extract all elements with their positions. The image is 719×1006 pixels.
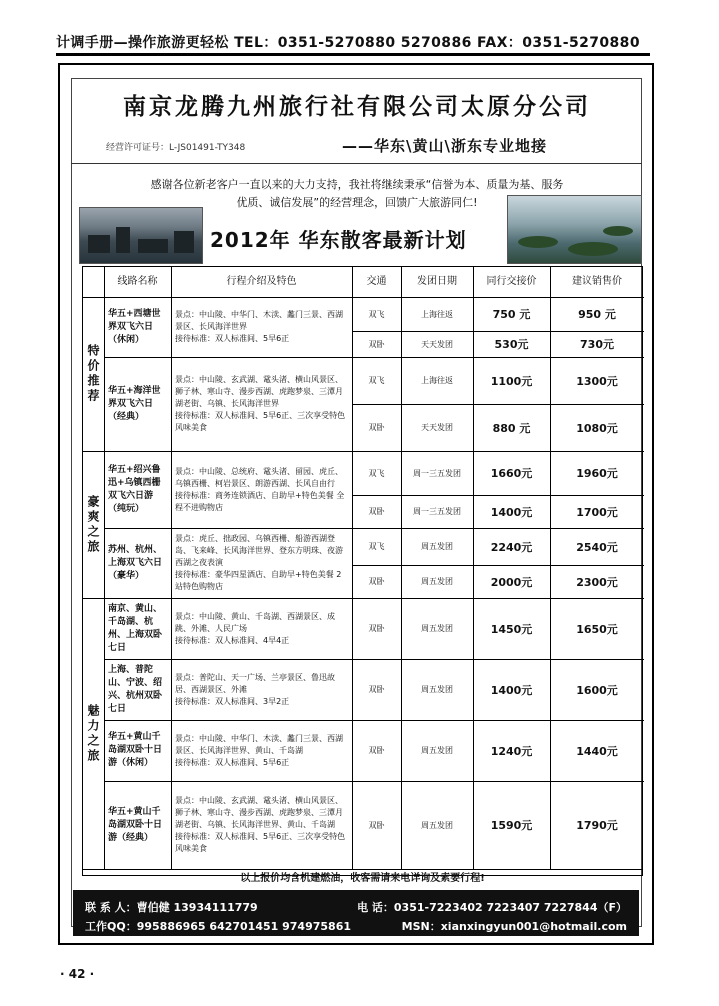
- departure-date: 周五发团: [421, 820, 453, 830]
- traffic-mode: 双卧: [368, 746, 385, 755]
- column-rule: [550, 267, 551, 869]
- trade-price: 750 元: [492, 308, 531, 321]
- traffic-mode: 双飞: [368, 309, 385, 319]
- route-name: 华五+绍兴鲁迅+乌镇西栅双飞六日游（纯玩）: [108, 464, 161, 514]
- retail-price: 1440元: [576, 744, 618, 758]
- column-rule: [171, 267, 172, 869]
- retail-price: 2300元: [576, 575, 618, 589]
- traffic-mode: 双卧: [368, 685, 385, 694]
- departure-date: 周五发团: [421, 624, 453, 633]
- page-number: · 42 ·: [60, 967, 95, 981]
- header-trade: 同行交接价: [486, 276, 537, 287]
- retail-price: 1960元: [576, 467, 618, 480]
- departure-date: 周五发团: [421, 577, 453, 586]
- route-itinerary: 景点：中山陵、中华门、木渎、蠡门三景、西湖景区、长风海洋世界、黄山、千岛湖 接待标准：双人标准间、5早6正: [175, 733, 343, 767]
- column-rule: [352, 267, 353, 869]
- route-itinerary: 景点：中山陵、中华门、木渎、蠡门三景、西湖景区、长风海洋世界 接待标准：双人标准间、5早6正: [175, 310, 343, 343]
- retail-price: 1600元: [576, 683, 618, 697]
- top-header-rule: [56, 53, 650, 56]
- departure-date: 天天发团: [421, 339, 453, 349]
- retail-price: 2540元: [576, 540, 618, 554]
- category-label: 特价推荐: [86, 344, 100, 404]
- header-departure: 发团日期: [417, 276, 457, 287]
- trade-price: 1100元: [490, 374, 533, 388]
- top-header-text: 计调手册—操作旅游更轻松 TEL：0351-5270880 5270886 FAX：0351-5270880: [56, 35, 640, 51]
- trade-price: 1660元: [490, 467, 533, 480]
- traffic-mode: 双卧: [368, 423, 385, 432]
- column-rule: [104, 267, 105, 869]
- route-itinerary: 景点：中山陵、黄山、千岛湖、西湖景区、成跳、外滩、人民广场 接待标准：双人标准间、4早4正: [175, 611, 335, 645]
- traffic-mode: 双飞: [368, 468, 385, 478]
- traffic-mode: 双卧: [368, 507, 385, 516]
- contact-msn: MSN：xianxingyun001@hotmail.com: [401, 920, 627, 933]
- retail-price: 730元: [580, 338, 614, 351]
- trade-price: 530元: [494, 338, 529, 351]
- departure-date: 周五发团: [421, 685, 453, 694]
- category-label: 豪爽之旅: [86, 494, 100, 555]
- plan-title: 2012年 华东散客最新计划: [210, 228, 467, 252]
- traffic-mode: 双卧: [368, 820, 385, 830]
- retail-price: 1790元: [576, 819, 618, 832]
- departure-date: 天天发团: [421, 423, 453, 432]
- route-name: 苏州、杭州、上海双飞六日（豪华）: [108, 544, 163, 581]
- header-route: 线路名称: [117, 276, 158, 287]
- trade-price: 1400元: [490, 505, 533, 519]
- trade-price: 1450元: [490, 622, 533, 636]
- departure-date: 周一三五发团: [413, 507, 461, 516]
- intro-line-2: 优质、诚信发展”的经营理念，回馈广大旅游同仁!: [236, 196, 478, 209]
- header-divider: [71, 163, 642, 164]
- contact-qq: 工作QQ：995886965 642701451 974975861: [85, 920, 352, 933]
- retail-price: 1080元: [576, 421, 618, 435]
- traffic-mode: 双卧: [368, 624, 385, 633]
- price-note: 以上报价均含机建燃油，收客需请来电详询及索要行程!: [82, 869, 643, 886]
- traffic-mode: 双飞: [368, 542, 385, 551]
- route-itinerary: 景点：虎丘、拙政园、乌镇西栅、船游西湖登岛、飞来峰、长风海洋世界、登东方明珠、夜游西湖之夜表演 接待标准：豪华四星酒店、自助早+特色美餐 2站特色购物店: [175, 534, 343, 591]
- traffic-mode: 双卧: [368, 577, 385, 586]
- route-name: 上海、普陀山、宁波、绍兴、杭州双卧七日: [108, 664, 163, 714]
- contact-person: 联 系 人：曹伯健 13934111779: [85, 901, 258, 914]
- departure-date: 上海往返: [421, 376, 453, 385]
- traffic-mode: 双飞: [368, 376, 385, 385]
- retail-price: 1650元: [576, 622, 618, 636]
- route-name: 华五+西塘世界双飞六日（休闲）: [108, 308, 161, 345]
- route-name: 华五+黄山千岛湖双卧十日游（经典）: [108, 806, 163, 843]
- trade-price: 880 元: [492, 421, 531, 435]
- category-label: 魅力之旅: [86, 703, 100, 764]
- route-itinerary: 景点：中山陵、玄武湖、鼋头渚、横山风景区、狮子林、寒山寺、漫步西湖、虎跑梦泉、三潭月湖老街、乌镇、长风海洋世界 接待标准：双人标准间、5早6正、三次享受特色风味美食: [175, 375, 346, 432]
- traffic-mode: 双卧: [368, 339, 385, 349]
- route-name: 华五+黄山千岛湖双卧十日游（休闲）: [108, 732, 163, 768]
- price-table: [82, 266, 643, 876]
- contact-phone: 电 话：0351-7223402 7223407 7227844（F）: [357, 901, 627, 914]
- header-retail: 建议销售价: [572, 276, 622, 287]
- retail-price: 950 元: [578, 308, 616, 321]
- column-rule: [401, 267, 402, 869]
- scenery-photo-left: [79, 207, 203, 264]
- departure-date: 周五发团: [421, 746, 453, 755]
- route-name: 华五+海洋世界双飞六日（经典）: [108, 385, 161, 422]
- trade-price: 1400元: [490, 683, 533, 697]
- trade-price: 2000元: [490, 575, 533, 589]
- departure-date: 周一三五发团: [413, 468, 461, 478]
- route-itinerary: 景点：中山陵、玄武湖、鼋头渚、横山风景区、狮子林、寒山寺、漫步西湖、虎跑梦泉、三潭月湖老街、乌镇、长风海洋世界、黄山、千岛湖 接待标准：双人标准间、5早6正、三次享受特色风味美食: [175, 796, 346, 853]
- departure-date: 周五发团: [421, 542, 453, 551]
- tagline: ——华东\黄山\浙东专业地接: [342, 137, 547, 155]
- header-traffic: 交通: [366, 276, 387, 287]
- column-rule: [473, 267, 474, 869]
- intro-line-1: 感谢各位新老客户一直以来的大力支持，我社将继续秉承“信誉为本、质量为基、服务: [150, 178, 564, 191]
- trade-price: 1590元: [490, 819, 533, 832]
- scenery-photo-right: [507, 195, 642, 264]
- route-itinerary: 景点：普陀山、天一广场、兰亭景区、鲁迅故居、西湖景区、外滩 接待标准：双人标准间、3早2正: [175, 672, 335, 706]
- header-itinerary: 行程介绍及特色: [226, 276, 297, 287]
- route-itinerary: 景点：中山陵、总统府、鼋头渚、留园、虎丘、乌镇西栅、柯岩景区、朗游西湖、长风自由行 接待标准：商务连锁酒店、自助早+特色美餐 全程不进购物店: [175, 466, 345, 512]
- departure-date: 上海往返: [421, 309, 453, 319]
- license-number: 经营许可证号：L-JS01491-TY348: [106, 143, 246, 153]
- route-name: 南京、黄山、千岛湖、杭州、上海双卧七日: [108, 603, 163, 653]
- contact-bar: [73, 890, 639, 936]
- trade-price: 1240元: [490, 744, 533, 758]
- retail-price: 1700元: [576, 505, 618, 519]
- trade-price: 2240元: [490, 540, 533, 554]
- company-name: 南京龙腾九州旅行社有限公司太原分公司: [123, 94, 591, 120]
- retail-price: 1300元: [576, 374, 618, 388]
- top-header-bar: [56, 32, 650, 54]
